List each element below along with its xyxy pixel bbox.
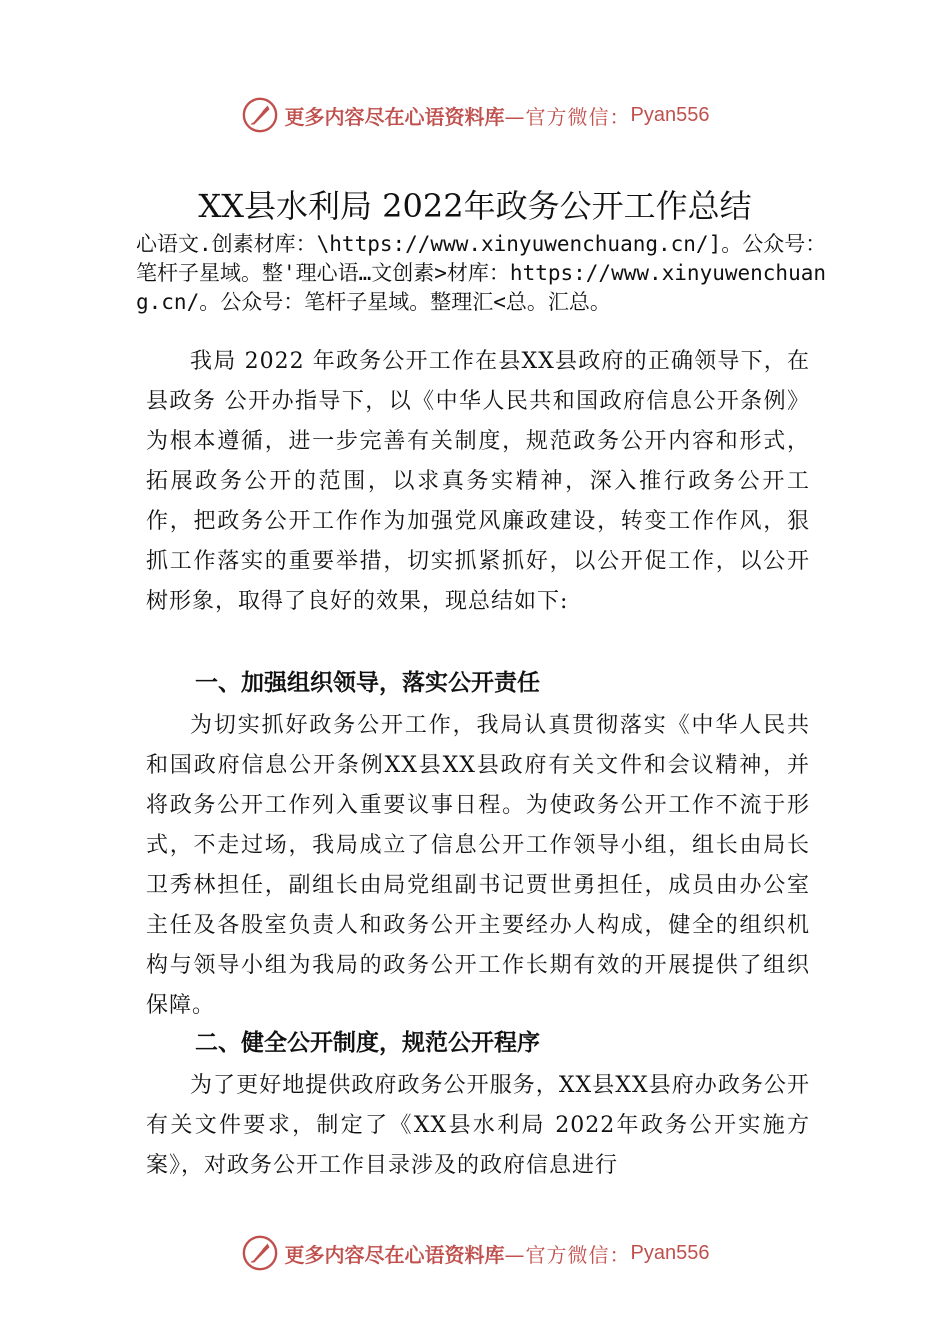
watermark-wechat-id: Pyan556	[630, 1241, 710, 1264]
quill-logo-icon	[241, 96, 279, 134]
paragraph-system	[146, 1066, 810, 1186]
watermark-text: 更多内容尽在心语资料库	[284, 1242, 505, 1267]
quill-logo-icon	[241, 1234, 279, 1272]
section-heading-2: 二、健全公开制度，规范公开程序	[195, 1030, 540, 1056]
watermark-wechat-label: —官方微信：	[504, 1242, 631, 1267]
watermark-wechat-label: —官方微信：	[504, 104, 631, 129]
footer-watermark	[0, 1233, 950, 1273]
paragraph-intro	[146, 342, 810, 622]
section-heading-1: 一、加强组织领导，落实公开责任	[195, 670, 540, 696]
watermark-wechat-id: Pyan556	[630, 103, 710, 126]
paragraph-organization	[146, 706, 810, 1026]
paragraph-text: 我局 2022 年政务公开工作在县XX县政府的正确领导下，在县政务 公开办指导下，以《中华人民共和国政府信息公开条例》为根本遵循，进一步完善有关制度，规范政务公开内容和形式，拓展政务公开的范围，以求真务实精神，深入推行政务公开工作，把政务公开工作作为加强党风廉政建设，转变工作作风，狠抓工作落实的重要举措，切实抓紧抓好，以公开促工作，以公开树形象，取得了良好的效果，现总结如下:	[146, 349, 810, 614]
document-title: XX县水利局 2022年政务公开工作总结	[198, 187, 752, 225]
paragraph-text: 为切实抓好政务公开工作，我局认真贯彻落实《中华人民共和国政府信息公开条例XX县XX县政府有关文件和会议精神，并将政务公开工作列入重要议事日程。为使政务公开工作不流于形式，不走过场，我局成立了信息公开工作领导小组，组长由局长卫秀林担任，副组长由局党组副书记贾世勇担任，成员由办公室主任及各股室负责人和政务公开主要经办人构成，健全的组织机构与领导小组为我局的政务公开工作长期有效的开展提供了组织保障。	[146, 713, 810, 1018]
paragraph-text: 为了更好地提供政府政务公开服务，XX县XX县府办政务公开有关文件要求，制定了《XX县水利局 2022年政务公开实施方案》，对政务公开工作目录涉及的政府信息进行	[146, 1073, 810, 1178]
header-watermark	[0, 95, 950, 135]
source-note: 心语文.创素材库：\https://www.xinyuwenchuang.cn/]。公众号：笔杆子星域。整'理心语…文创素>材库：https://www.xinyuwenchuang.cn/。公众号：笔杆子星域。整理汇<总。汇总。	[136, 232, 827, 314]
watermark-text: 更多内容尽在心语资料库	[284, 104, 505, 129]
